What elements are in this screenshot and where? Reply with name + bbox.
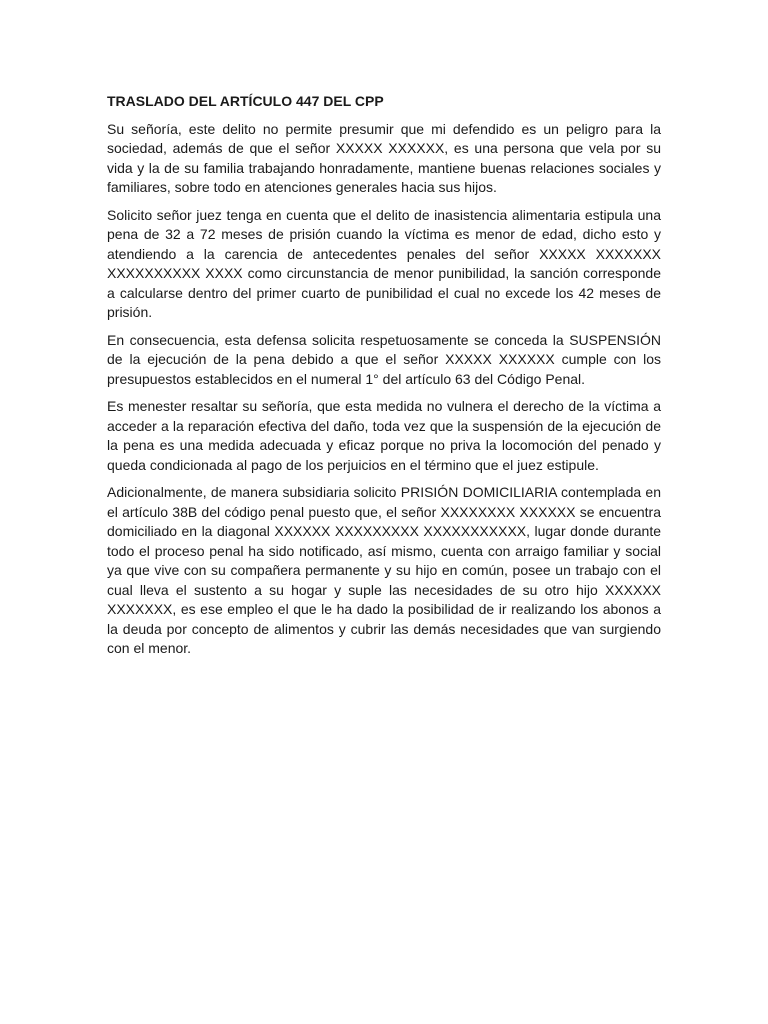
paragraph-5: Adicionalmente, de manera subsidiaria solicito PRISIÓN DOMICILIARIA contemplada en el artículo 38B del código penal puesto que, el señor XXXXXXXX XXXXXX se encuentra domiciliado en la diagonal XXXXXX XXXXXXXXX XXXXXXXXXXX, lugar donde durante todo el proceso penal ha sido notificado, así mismo, cuenta con arraigo familiar y social ya que vive con su compañera permanente y su hijo en común, posee un trabajo con el cual lleva el sustento a su hogar y suple las necesidades de su otro hijo XXXXXX XXXXXXX, es ese empleo el que le ha dado la posibilidad de ir realizando los abonos a la deuda por concepto de alimentos y cubrir las demás necesidades que van surgiendo con el menor. <box>107 484 661 656</box>
paragraph-2: Solicito señor juez tenga en cuenta que el delito de inasistencia alimentaria estipula una pena de 32 a 72 meses de prisión cuando la víctima es menor de edad, dicho esto y atendiendo a la carencia de antecedentes penales del señor XXXXX XXXXXXX XXXXXXXXXX XXXX como circunstancia de menor punibilidad, la sanción corresponde a calcularse dentro del primer cuarto de punibilidad el cual no excede los 42 meses de prisión. <box>107 206 661 320</box>
paragraph-1: Su señoría, este delito no permite presumir que mi defendido es un peligro para la sociedad, además de que el señor XXXXX XXXXXX, es una persona que vela por su vida y la de su familia trabajando honradamente, mantiene buenas relaciones sociales y familiares, sobre todo en atenciones generales hacia sus hijos. <box>107 120 661 195</box>
paragraph-3: En consecuencia, esta defensa solicita respetuosamente se conceda la SUSPENSIÓN de la ejecución de la pena debido a que el señor XXXXX XXXXXX cumple con los presupuestos establecidos en el numeral 1° del artículo 63 del Código Penal. <box>107 331 661 387</box>
document-title: TRASLADO DEL ARTÍCULO 447 DEL CPP <box>107 93 384 109</box>
paragraph-4: Es menester resaltar su señoría, que esta medida no vulnera el derecho de la víctima a acceder a la reparación efectiva del daño, toda vez que la suspensión de la ejecución de la pena es una medida adecuada y eficaz porque no priva la locomoción del penado y queda condicionada al pago de los perjuicios en el término que el juez estipule. <box>107 398 661 473</box>
document-page <box>107 92 661 667</box>
